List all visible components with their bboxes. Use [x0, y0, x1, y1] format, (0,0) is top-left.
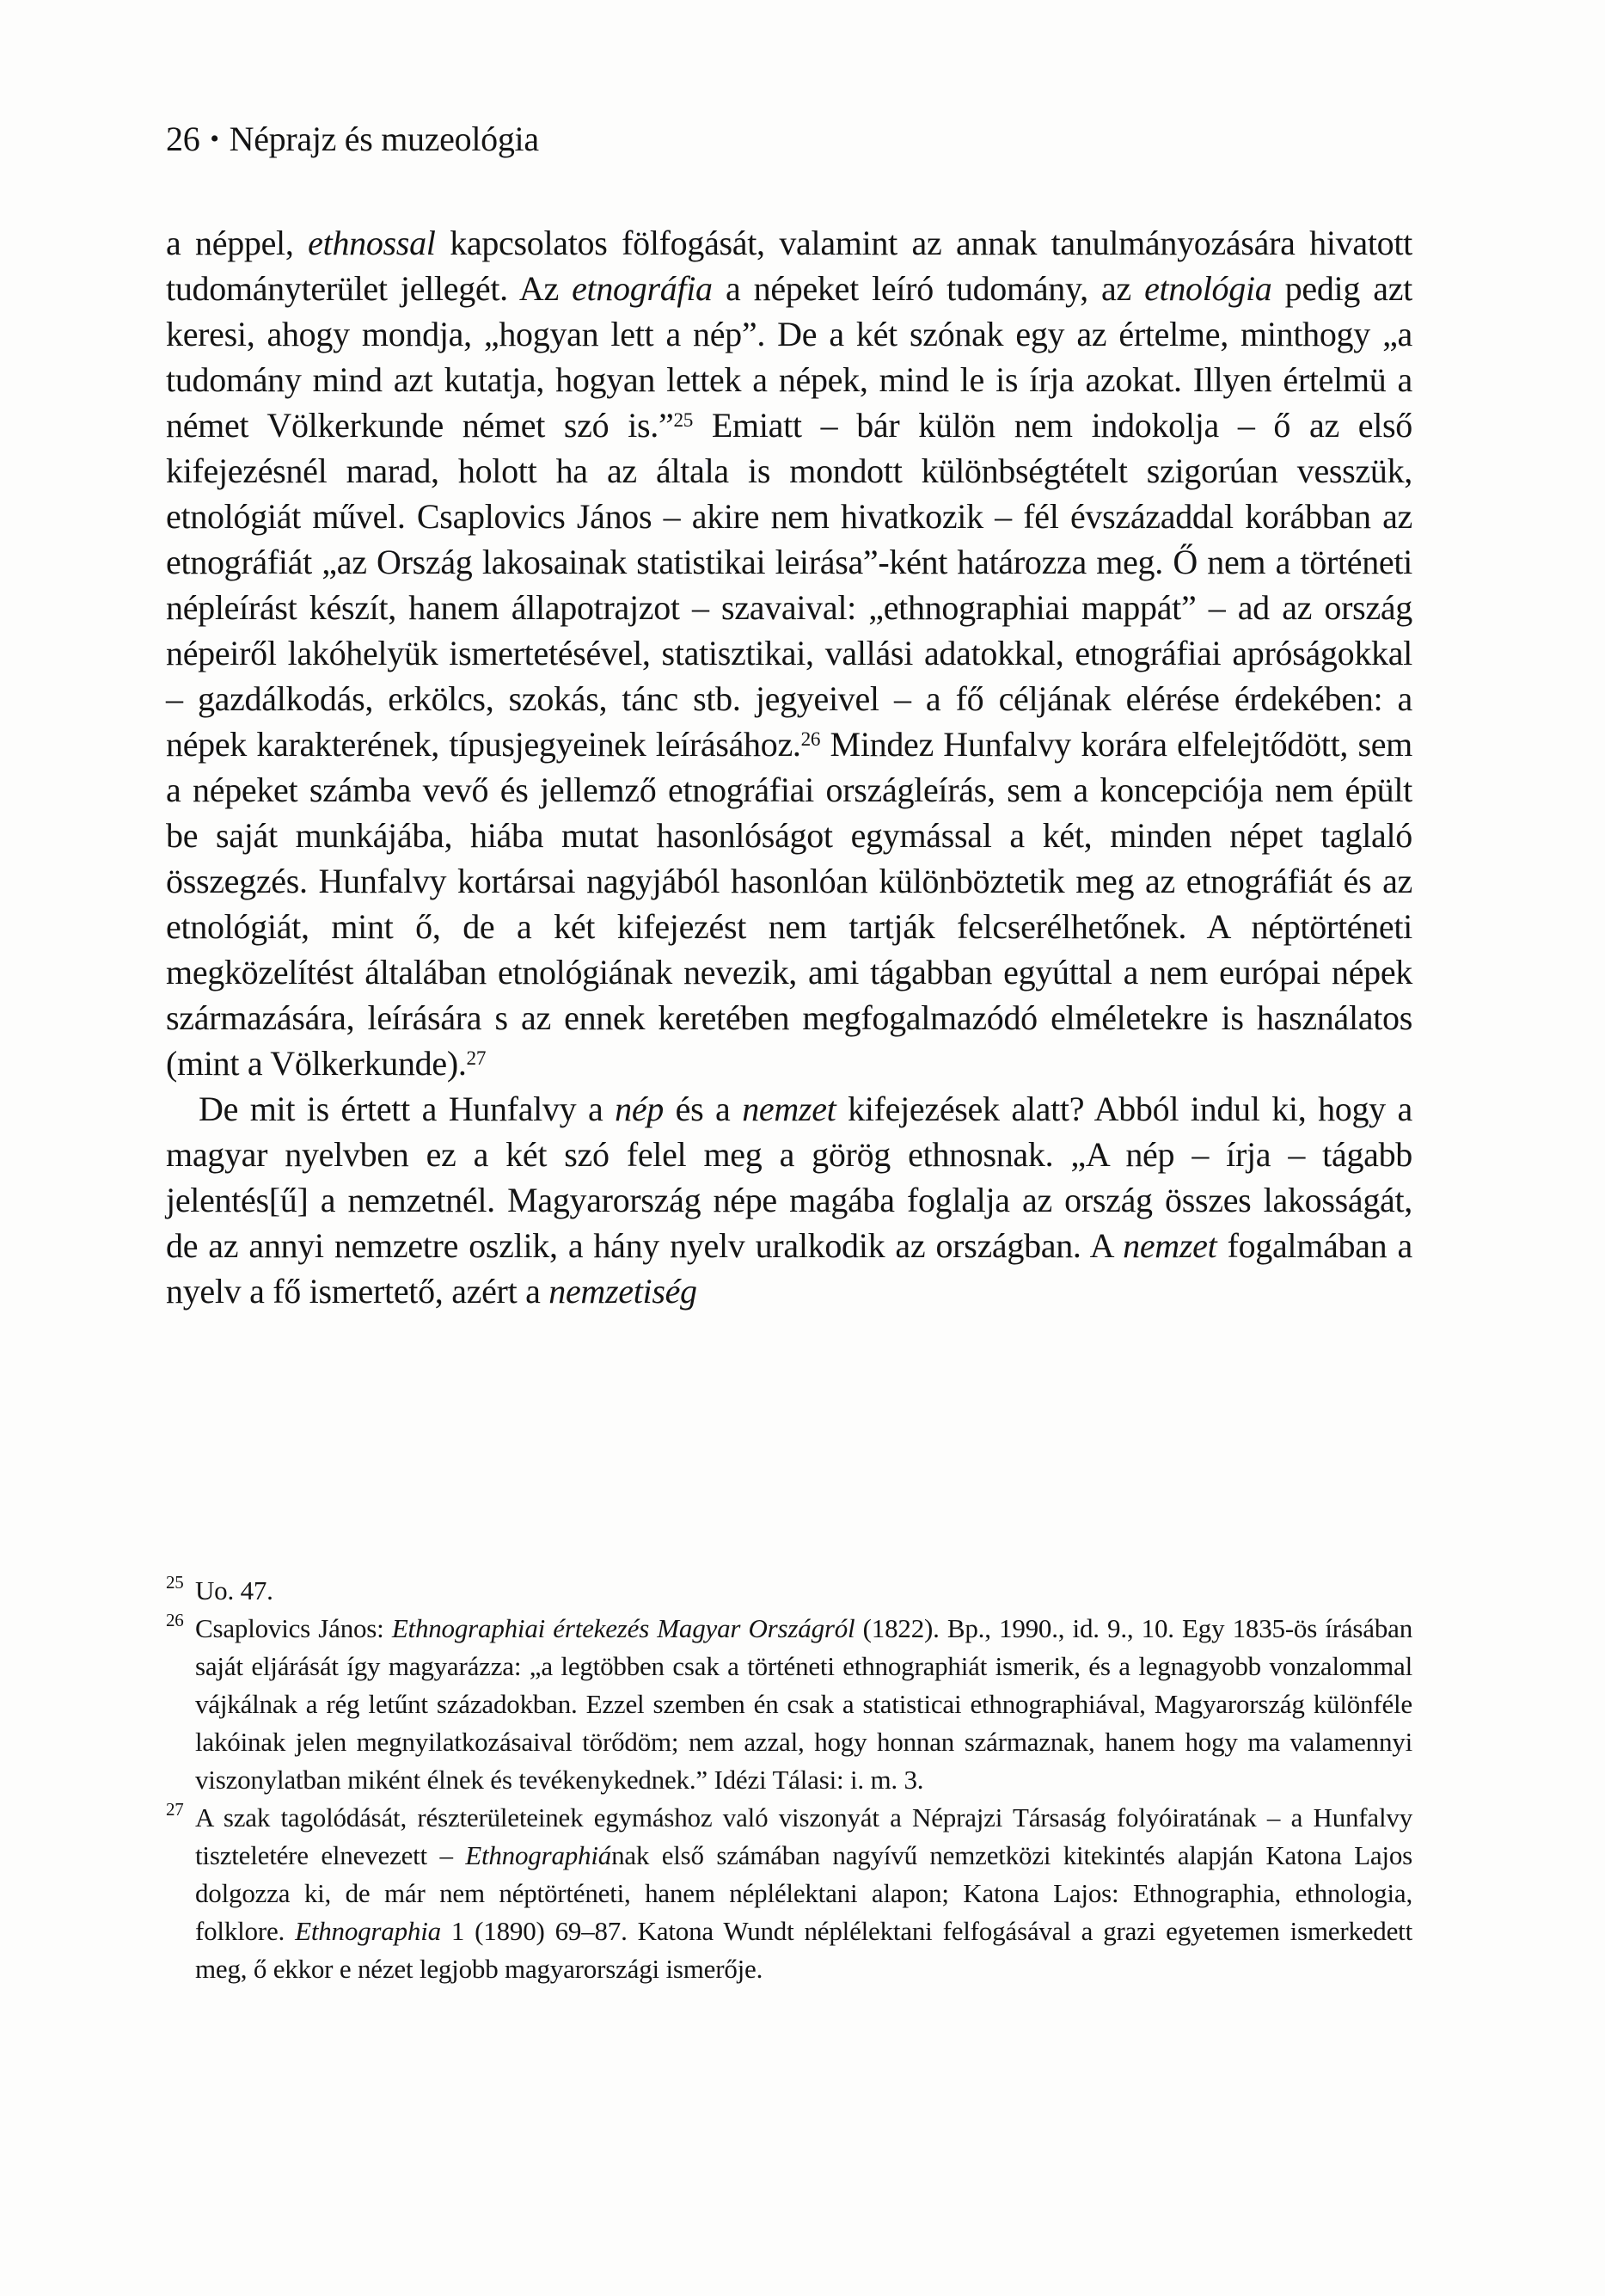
italic-text: nép — [615, 1090, 665, 1128]
footnote-text — [195, 1575, 273, 1605]
italic-text: ethnossal — [308, 224, 436, 262]
italic-text: nemzet — [742, 1090, 836, 1128]
text-run: fogalmában a nyelv a fő ismertető, azért a — [166, 1226, 1412, 1311]
italic-text: Ethnographia — [295, 1916, 441, 1946]
text-run: A szak tagolódását, részterületeinek egymáshoz való viszonyát a Néprajzi Társaság folyóiratának – a Hunfalvy tiszteletére elnevezett – — [195, 1802, 1412, 1870]
page-content — [166, 119, 1413, 1984]
footnote-ref: 25 — [673, 409, 694, 433]
running-header — [166, 119, 1412, 163]
footnotes-section — [166, 1572, 1412, 1988]
footnote-number: 26 — [166, 1610, 184, 1630]
running-header-title: Néprajz és muzeológia — [229, 120, 539, 158]
italic-text: nemzet — [1123, 1226, 1217, 1265]
footnote-number: 27 — [166, 1799, 184, 1820]
text-run: a néppel, — [166, 224, 309, 262]
text-run: (1822). Bp., 1990., id. 9., 10. Egy 1835-ös írásában saját eljárását így magyarázza: „a legtöbben csak a történeti ethnographiát ismerik, és a legnagyobb vonzalommal vájkálnak a rég letűnt századokban. Ezzel szemben én csak a statisticai ethnographiával, Magyarország különféle lakóinak jelen megnyilatkozásaival törődöm; nem azzal, hogy honnan származnak, hanem hogy ma valamennyi viszonylatban miként élnek és tevékenykednek.” Idézi Tálasi: i. m. 3. — [195, 1613, 1413, 1795]
paragraph — [166, 220, 1412, 1086]
footnote-ref: 27 — [466, 1047, 487, 1071]
text-run: 1 (1890) 69–87. Katona Wundt néplélektani felfogásával a grazi egyetemen ismerkedett meg, ő ekkor e nézet legjobb magyarországi ismerője. — [195, 1916, 1412, 1984]
text-run: Csaplovics János: — [195, 1613, 392, 1643]
text-run: a népeket leíró tudomány, az — [712, 269, 1145, 308]
text-run: kifejezések alatt? Abból indul ki, hogy a magyar nyelvben ez a két szó felel meg a görög ethnosnak. „A nép – írja – tágabb jelentés[ű] a nemzetnél. Magyarország népe magába foglalja az ország összes lakosságát, de az annyi nemzetre oszlik, a hány nyelv uralkodik az országban. A — [166, 1090, 1412, 1265]
page-number: 26 — [166, 120, 200, 158]
footnote — [166, 1610, 1412, 1799]
italic-text: Ethnographiai értekezés Magyar Országról — [391, 1613, 855, 1643]
paragraph — [166, 1086, 1412, 1314]
italic-text: etnológia — [1144, 269, 1272, 308]
text-run: Uo. 47. — [195, 1575, 273, 1605]
footnote-text — [195, 1802, 1412, 1984]
footnote-number: 25 — [166, 1572, 184, 1593]
text-run: Mindez Hunfalvy korára elfelejtődött, sem a népeket számba vevő és jellemző etnográfiai országleírás, sem a koncepciója nem épült be saját munkájába, hiába mutat hasonlóságot egymással a két, minden népet taglaló összegzés. Hunfalvy kortársai nagyjából hasonlóan különböztetik meg az etnográfiát és az etnológiát, mint ő, de a két kifejezést nem tartják felcserélhetőnek. A néptörténeti megközelítést általában etnológiának nevezik, ami tágabban egyúttal a nem európai népek származására, leírására s az ennek keretében megfogalmazódó elméletekre is használatos (mint a Völkerkunde). — [166, 725, 1412, 1083]
body-text — [166, 220, 1412, 1314]
footnote-text — [195, 1613, 1412, 1795]
text-run: kapcsolatos fölfogását, valamint az annak tanulmányozására hivatott tudományterület jellegét. Az — [166, 224, 1412, 308]
italic-text: nemzetiség — [548, 1272, 697, 1311]
italic-text: etnográfia — [572, 269, 713, 308]
footnote-ref: 26 — [800, 728, 821, 752]
text-run: Emiatt – bár külön nem indokolja – ő az első kifejezésnél marad, holott ha az általa is mondott különbségtételt szigorúan vesszük, etnológiát művel. Csaplovics János – akire nem hivatkozik – fél évszázaddal korábban az etnográfiát „az Ország lakosainak statistikai leirása”-ként határozza meg. Ő nem a történeti népleírást készít, hanem állapotrajzot – szavaival: „ethnographiai mappát” – ad az ország népeiről lakóhelyük ismertetésével, statisztikai, vallási adatokkal, etnográfiai apróságokkal – gazdálkodás, erkölcs, szokás, tánc stb. jegyeivel – a fő céljának elérése érdekében: a népek karakterének, típusjegyeinek leírásához. — [166, 406, 1413, 764]
text-run: és a — [664, 1090, 743, 1128]
header-bullet-icon: • — [210, 125, 219, 153]
text-run: nak első számában nagyívű nemzetközi kitekintés alapján Katona Lajos dolgozza ki, de már nem néptörténeti, hanem néplélektani alapon; Katona Lajos: Ethnographia, ethnologia, folklore. — [195, 1840, 1412, 1946]
footnote — [166, 1572, 1412, 1610]
text-run: De mit is értett a Hunfalvy a — [199, 1090, 616, 1128]
text-run: pedig azt keresi, ahogy mondja, „hogyan lett a nép”. De a két szónak egy az értelme, minthogy „a tudomány mind azt kutatja, hogyan lettek a népek, mind le is írja azokat. Illyen értelmü a német Völkerkunde német szó is.” — [166, 269, 1412, 445]
footnote — [166, 1799, 1412, 1988]
italic-text: Ethnographiá — [465, 1840, 612, 1870]
